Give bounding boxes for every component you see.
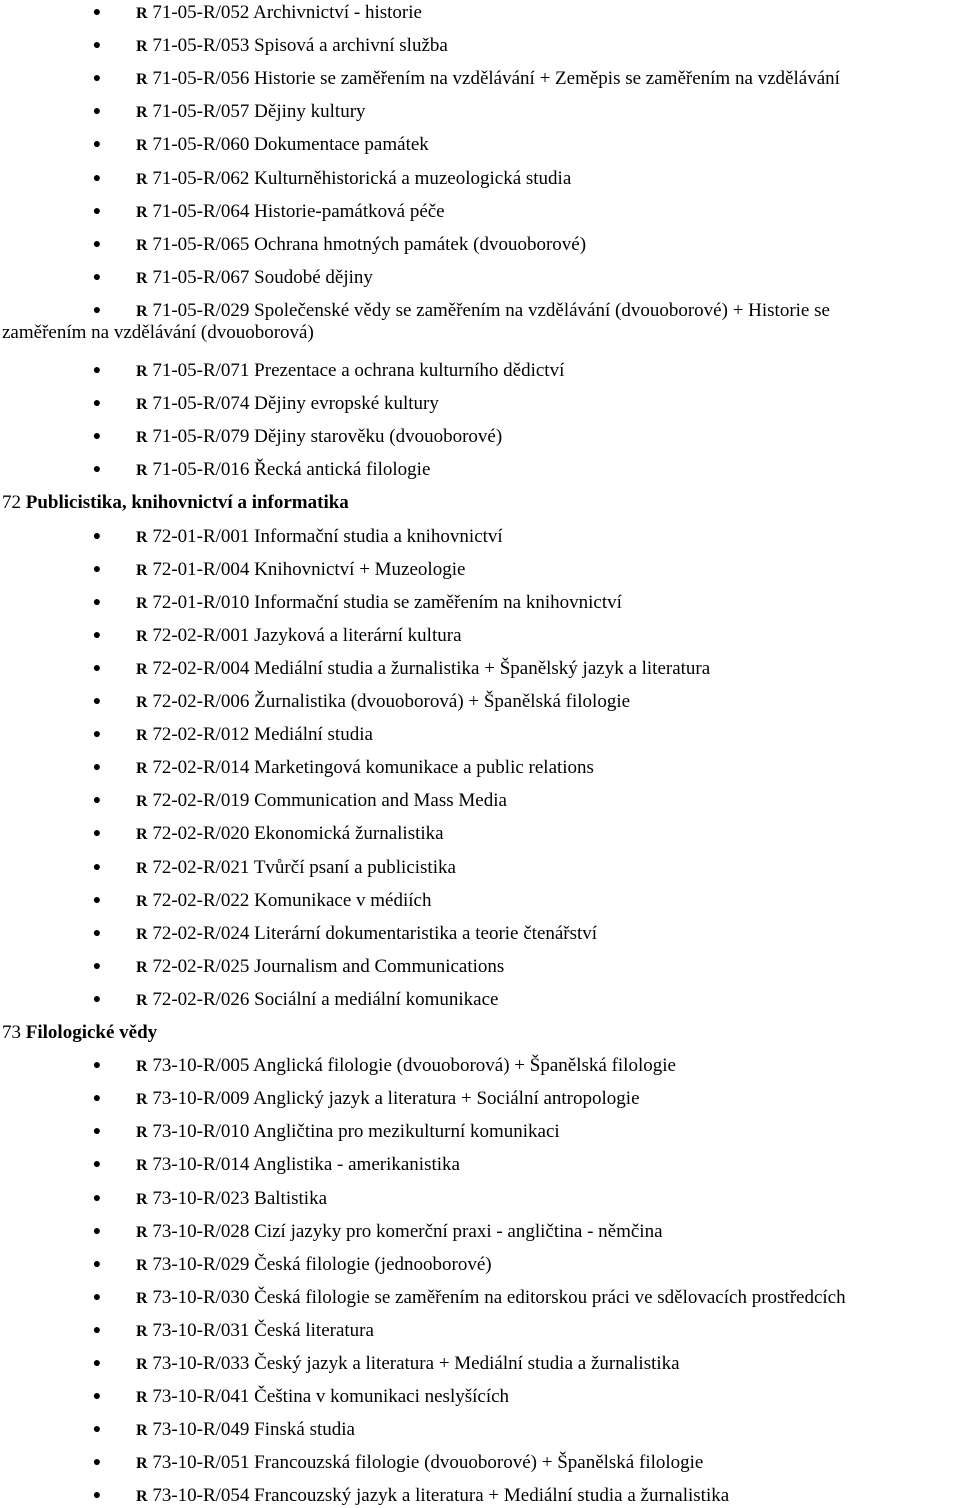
program-name: Mediální studia a žurnalistika + Španělský jazyk a literatura [254,657,711,679]
program-prefix: R [136,462,148,480]
bullet-icon: ● [92,627,102,643]
bullet-icon: ● [92,892,102,908]
program-prefix: R [136,104,148,122]
program-prefix: R [136,1289,148,1307]
program-code: 72-02-R/004 [147,657,255,679]
program-name: Jazyková a literární kultura [254,624,462,646]
program-code: 72-02-R/001 [147,624,255,646]
bullet-icon: ● [92,561,102,577]
bullet-icon: ● [92,38,102,54]
program-name: Tvůrčí psaní a publicistika [253,856,456,878]
program-code: 71-05-R/079 [147,426,255,448]
bullet-icon: ● [92,104,102,120]
bullet-icon: ● [92,1058,102,1074]
program-code: 72-02-R/024 [147,922,255,944]
bullet-icon: ● [92,1422,102,1438]
program-prefix: R [136,594,148,612]
program-name: Anglický jazyk a literatura + Sociální antropologie [253,1088,640,1110]
program-code: 73-10-R/041 [147,1386,255,1408]
bullet-icon: ● [92,1389,102,1405]
program-name: Soudobé dějiny [254,266,373,288]
program-code: 71-05-R/065 [147,233,255,255]
program-code: 71-05-R/062 [147,167,255,189]
program-code: 72-02-R/006 [147,691,255,712]
bullet-icon: ● [92,1190,102,1206]
bullet-icon: ● [92,1455,102,1471]
program-code: 73-10-R/028 [147,1220,255,1242]
bullet-icon: ● [92,925,102,941]
program-name: Marketingová komunikace a public relations [254,757,594,779]
program-code: 71-05-R/029 [147,299,255,321]
program-name: Česká literatura [254,1319,374,1341]
program-code: 71-05-R/071 [147,360,255,381]
program-prefix: R [136,793,148,811]
program-name: Literární dokumentaristika a teorie čtenářství [254,922,598,944]
section-title: Filologické vědy [25,1022,158,1043]
program-code: 71-05-R/064 [147,200,255,222]
program-prefix: R [136,1455,148,1473]
program-code: 72-02-R/025 [147,955,255,977]
bullet-icon: ● [92,302,102,318]
bullet-icon: ● [92,1488,102,1504]
program-name: Česká filologie (jednooborové) [254,1253,492,1275]
program-name: Historie-památková péče [254,200,445,222]
program-name: Cizí jazyky pro komerční praxi - angličtina - němčina [254,1220,663,1242]
program-prefix: R [136,1058,148,1076]
program-code: 71-05-R/056 [147,68,255,90]
bullet-icon: ● [92,429,102,445]
program-name: Dokumentace památek [254,134,429,156]
program-prefix: R [136,627,148,645]
program-name: Finská studia [254,1419,355,1441]
program-prefix: R [136,694,148,711]
bullet-icon: ● [92,1157,102,1173]
program-prefix: R [136,925,148,943]
program-name: Francouzský jazyk a literatura + Mediální studia a žurnalistika [254,1485,730,1507]
program-prefix: R [136,660,148,678]
program-prefix: R [136,1124,148,1142]
program-prefix: R [136,236,148,254]
program-code: 73-10-R/033 [147,1353,255,1374]
program-code: 73-10-R/030 [147,1286,255,1308]
program-prefix: R [136,302,148,320]
bullet-icon: ● [92,958,102,974]
program-prefix: R [136,826,148,844]
program-code: 73-10-R/029 [147,1253,255,1275]
bullet-icon: ● [92,760,102,776]
program-code: 71-05-R/016 [147,459,255,481]
program-code: 72-01-R/010 [147,591,255,613]
bullet-icon: ● [92,236,102,252]
program-code: 73-10-R/049 [147,1419,255,1441]
list-item [0,300,960,344]
bullet-icon: ● [92,462,102,478]
program-code: 73-10-R/005 [147,1055,254,1077]
section-number: 73 [2,1022,26,1043]
program-name: Společenské vědy se zaměřením na vzdělávání (dvouoborové) + Historie se [254,299,830,321]
program-code: 72-02-R/021 [147,856,254,878]
program-name-continuation: zaměřením na vzdělávání (dvouoborová) [2,321,314,343]
bullet-icon: ● [92,363,102,378]
program-name: Žurnalistika (dvouoborová) + Španělská filologie [254,691,631,712]
program-prefix: R [136,727,148,745]
program-prefix: R [136,1322,148,1340]
program-code: 72-01-R/001 [147,525,255,547]
program-name: Prezentace a ochrana kulturního dědictví [254,360,565,381]
bullet-icon: ● [92,528,102,544]
program-prefix: R [136,760,148,778]
program-name: Komunikace v médiích [254,889,432,911]
bullet-icon: ● [92,203,102,219]
program-prefix: R [136,363,148,380]
bullet-icon: ● [92,1356,102,1371]
program-name: Communication and Mass Media [254,790,507,812]
program-prefix: R [136,892,148,910]
bullet-icon: ● [92,660,102,676]
program-prefix: R [136,1488,148,1506]
program-name: Sociální a mediální komunikace [254,988,499,1010]
bullet-icon: ● [92,793,102,809]
program-name: Dějiny starověku (dvouoborové) [254,426,503,448]
program-prefix: R [136,1356,148,1373]
program-code: 73-10-R/051 [147,1452,255,1474]
program-name: Archivnictví - historie [253,2,422,23]
program-code: 72-01-R/004 [147,558,255,580]
program-name: Spisová a archivní služba [254,35,448,57]
program-name: Francouzská filologie (dvouoborové) + Španělská filologie [254,1452,704,1474]
program-prefix: R [136,137,148,155]
program-code: 73-10-R/014 [147,1154,254,1176]
program-name: Ochrana hmotných památek (dvouoborové) [254,233,587,255]
bullet-icon: ● [92,269,102,285]
program-prefix: R [136,203,148,221]
program-code: 71-05-R/067 [147,266,255,288]
section-number: 72 [2,492,26,514]
program-code: 73-10-R/023 [147,1187,255,1209]
program-prefix: R [136,1256,148,1274]
program-code: 73-10-R/010 [147,1121,254,1143]
bullet-icon: ● [92,859,102,875]
program-name: Knihovnictví + Muzeologie [254,558,466,580]
bullet-icon: ● [92,991,102,1007]
program-prefix: R [136,5,148,22]
bullet-icon: ● [92,396,102,412]
bullet-icon: ● [92,71,102,87]
bullet-icon: ● [92,1091,102,1107]
program-prefix: R [136,429,148,447]
program-code: 71-05-R/060 [147,134,255,156]
program-code: 72-02-R/026 [147,988,255,1010]
program-prefix: R [136,859,148,877]
program-prefix: R [136,38,148,56]
program-name: Řecká antická filologie [254,459,431,481]
program-name: Anglistika - amerikanistika [253,1154,460,1176]
bullet-icon: ● [92,1223,102,1239]
program-name: Česká filologie se zaměřením na editorskou práci ve sdělovacích prostředcích [254,1286,846,1308]
program-prefix: R [136,528,148,546]
program-name: Český jazyk a literatura + Mediální studia a žurnalistika [254,1353,680,1374]
bullet-icon: ● [92,1322,102,1338]
program-prefix: R [136,958,148,976]
bullet-icon: ● [92,1124,102,1140]
program-name: Angličtina pro mezikulturní komunikaci [253,1121,560,1143]
program-name: Anglická filologie (dvouoborová) + Španělská filologie [253,1055,676,1077]
program-name: Mediální studia [254,724,373,746]
program-name: Historie se zaměřením na vzdělávání + Zeměpis se zaměřením na vzdělávání [254,68,840,90]
program-prefix: R [136,1223,148,1241]
section-title: Publicistika, knihovnictví a informatika [25,492,349,514]
program-prefix: R [136,1157,148,1175]
program-name: Ekonomická žurnalistika [254,823,444,845]
program-code: 72-02-R/022 [147,889,255,911]
program-code: 71-05-R/057 [147,101,255,123]
program-prefix: R [136,1091,148,1109]
program-prefix: R [136,170,148,188]
bullet-icon: ● [92,1289,102,1305]
program-prefix: R [136,1190,148,1208]
bullet-icon: ● [92,5,102,20]
program-name: Dějiny evropské kultury [254,393,439,415]
program-code: 72-02-R/012 [147,724,255,746]
bullet-icon: ● [92,1256,102,1272]
program-code: 71-05-R/053 [147,35,255,57]
program-name: Informační studia se zaměřením na knihovnictví [254,591,622,613]
bullet-icon: ● [92,137,102,153]
bullet-icon: ● [92,594,102,610]
bullet-icon: ● [92,694,102,709]
program-prefix: R [136,396,148,414]
bullet-icon: ● [92,170,102,186]
program-name: Journalism and Communications [254,955,505,977]
program-prefix: R [136,561,148,579]
program-name: Kulturněhistorická a muzeologická studia [254,167,572,189]
program-name: Čeština v komunikaci neslyšících [254,1386,510,1408]
program-prefix: R [136,1389,148,1407]
bullet-icon: ● [92,826,102,842]
program-name: Informační studia a knihovnictví [254,525,503,547]
program-name: Dějiny kultury [254,101,366,123]
program-code: 73-10-R/054 [147,1485,255,1507]
program-prefix: R [136,71,148,89]
program-code: 73-10-R/009 [147,1088,254,1110]
program-code: 71-05-R/052 [147,2,254,23]
program-prefix: R [136,991,148,1009]
bullet-icon: ● [92,727,102,743]
program-code: 73-10-R/031 [147,1319,255,1341]
program-code: 72-02-R/019 [147,790,255,812]
program-prefix: R [136,269,148,287]
program-prefix: R [136,1422,148,1440]
program-code: 71-05-R/074 [147,393,255,415]
program-code: 72-02-R/020 [147,823,255,845]
program-name: Baltistika [254,1187,327,1209]
program-code: 72-02-R/014 [147,757,255,779]
